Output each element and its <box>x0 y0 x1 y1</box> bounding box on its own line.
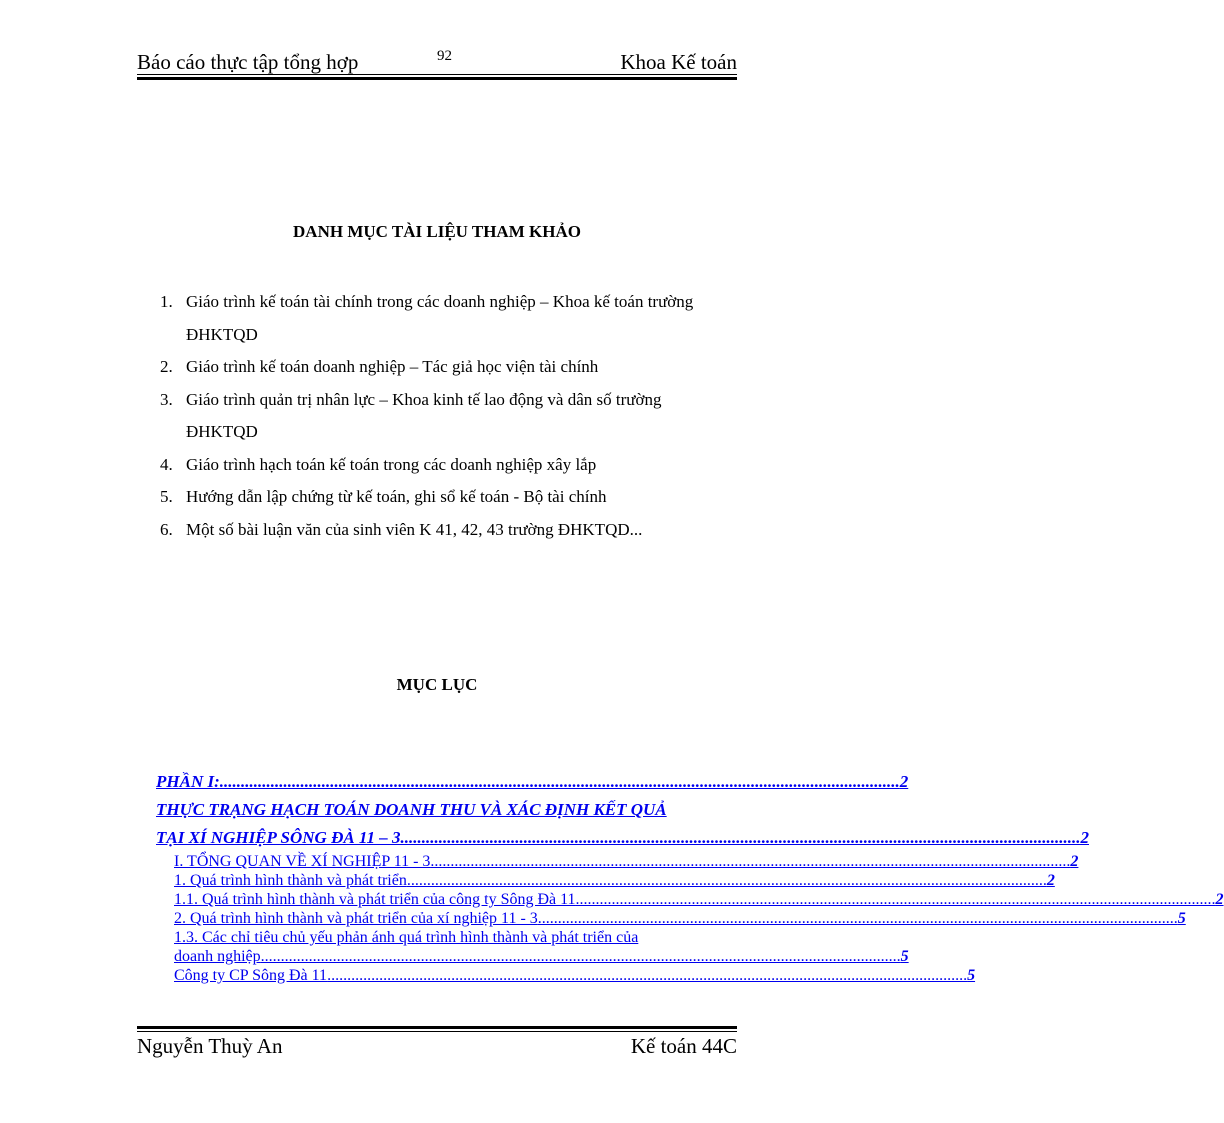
toc-link-overview[interactable]: I. TỔNG QUAN VỀ XÍ NGHIỆP 11 - 3 ................................................................................................................................................................ 2 <box>174 853 1079 870</box>
table-of-contents <box>156 768 1224 985</box>
reference-item: 1. Giáo trình kế toán tài chính trong các doanh nghiệp – Khoa kế toán trường ĐHKTQD <box>160 292 694 344</box>
toc-link-enterprise[interactable]: TẠI XÍ NGHIỆP SÔNG ĐÀ 11 – 3 ................................................................................................................................................................ 2 <box>156 828 1089 847</box>
page-number: 92 <box>437 48 452 64</box>
toc-link-history[interactable]: 1. Quá trình hình thành và phát triển ................................................................................................................................................................ 2 <box>174 872 1055 889</box>
reference-item: 5. Hướng dẫn lập chứng từ kế toán, ghi sổ kế toán - Bộ tài chính <box>160 487 607 506</box>
toc-link-enterprise-history[interactable]: 2. Quá trình hình thành và phát triển của xí nghiệp 11 - 3 ................................................................................................................................................................ 5 <box>174 910 1186 927</box>
toc-link-company[interactable]: Công ty CP Sông Đà 11 ................................................................................................................................................................ 5 <box>174 967 976 984</box>
toc-link-indicators-cont[interactable]: doanh nghiệp ................................................................................................................................................................ 5 <box>174 948 909 965</box>
reference-item: 6. Một số bài luận văn của sinh viên K 41, 42, 43 trường ĐHKTQD... <box>160 519 643 539</box>
footer-divider <box>137 1026 737 1032</box>
toc-link-indicators[interactable]: 1.3. Các chỉ tiêu chủ yếu phản ánh quá trình hình thành và phát triển của <box>174 929 639 946</box>
reference-item: 3. Giáo trình quản trị nhân lực – Khoa kinh tế lao động và dân số trường ĐHKTQD <box>160 389 662 441</box>
header-divider <box>137 74 737 80</box>
footer-author: Nguyễn Thuỳ An <box>137 1034 283 1058</box>
references-title: DANH MỤC TÀI LIỆU THAM KHẢO <box>293 222 581 241</box>
page-footer <box>137 1034 737 1060</box>
reference-item: 4. Giáo trình hạch toán kế toán trong các doanh nghiệp xây lắp <box>160 454 597 474</box>
page-header <box>137 48 737 74</box>
header-department: Khoa Kế toán <box>620 50 737 74</box>
toc-link-part-1[interactable]: PHẦN I: ................................................................................................................................................................ 2 <box>156 772 909 791</box>
reference-item: 2. Giáo trình kế toán doanh nghiệp – Tác giả học viện tài chính <box>160 357 599 376</box>
toc-title: MỤC LỤC <box>396 675 478 694</box>
header-report-title: Báo cáo thực tập tổng hợp <box>137 50 359 74</box>
toc-link-chapter-title[interactable]: THỰC TRẠNG HẠCH TOÁN DOANH THU VÀ XÁC ĐỊNH KẾT QUẢ <box>156 800 667 819</box>
toc-link-company-history[interactable]: 1.1. Quá trình hình thành và phát triển của công ty Sông Đà 11 ................................................................................................................................................................ 2 <box>174 891 1224 908</box>
references-list <box>160 286 730 546</box>
footer-class: Kế toán 44C <box>630 1034 737 1058</box>
